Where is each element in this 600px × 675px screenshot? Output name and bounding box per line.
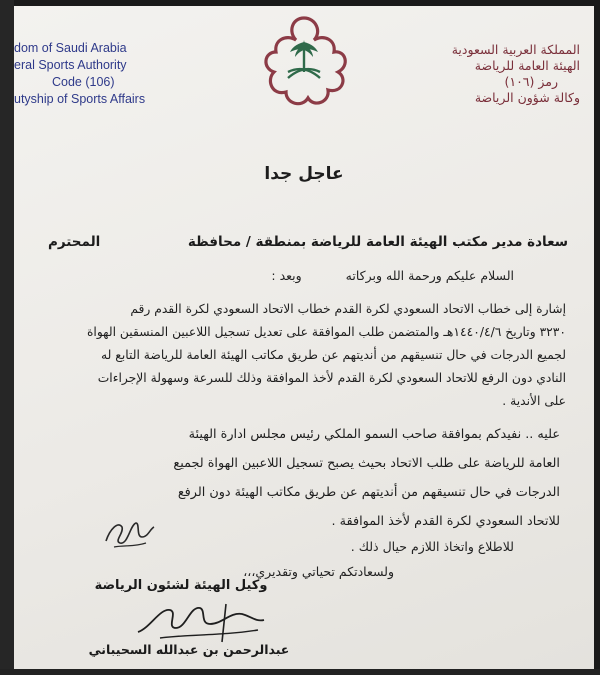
- addressee: [48, 234, 568, 250]
- signer-title: وكيل الهيئة لشئون الرياضة: [94, 578, 268, 593]
- urgent-label: عاجل جدا: [264, 164, 344, 184]
- letterhead-ar-line-4: وكالة شؤون الرياضة: [474, 90, 580, 105]
- letterhead-en-line-3: Code (106): [52, 75, 115, 89]
- addressee-honorific: المحترم: [48, 234, 101, 250]
- letterhead-english: [14, 40, 214, 108]
- photo-border-left: [0, 0, 14, 675]
- letterhead-en-line-2: eral Sports Authority: [14, 58, 127, 72]
- paragraph2-line-2: العامة للرياضة على طلب الاتحاد بحيث يصبح تسجيل اللاعبين الهواة لجميع: [173, 456, 560, 471]
- letterhead-en-line-1: dom of Saudi Arabia: [14, 41, 127, 55]
- letterhead-ar-line-1: المملكة العربية السعودية: [451, 42, 580, 57]
- signer-name: عبدالرحمن بن عبدالله السحيباني: [88, 642, 290, 657]
- paragraph2-line-4: للاتحاد السعودي لكرة القدم لأخذ الموافقة .: [331, 514, 560, 529]
- letter-sheet: [14, 6, 594, 669]
- closing-instruction: للاطلاع واتخاذ اللازم حيال ذلك .: [350, 539, 514, 554]
- addressee-line: سعادة مدير مكتب الهيئة العامة للرياضة بمنطقة / محافظة: [187, 234, 568, 250]
- paragraph-reference: [66, 298, 566, 413]
- greeting: [94, 268, 514, 283]
- initial-signature-icon: [100, 511, 160, 551]
- paragraph1-line-1: إشارة إلى خطاب الاتحاد السعودي لكرة القدم خطاب الاتحاد السعودي لكرة القدم رقم: [130, 302, 566, 316]
- paragraph2-line-1: عليه .. نفيدكم بموافقة صاحب السمو الملكي رئيس مجلس ادارة الهيئة: [188, 427, 560, 442]
- letterhead-en-line-4: utyship of Sports Affairs: [14, 92, 146, 106]
- photo-border-bottom: [0, 669, 600, 675]
- letterhead-arabic: [390, 42, 580, 106]
- letterhead-ar-line-2: الهيئة العامة للرياضة: [474, 58, 580, 73]
- signature-icon: [130, 598, 270, 648]
- paragraph1-line-4: النادي دون الرفع للاتحاد السعودي لكرة القدم لأخذ الموافقة وذلك للسرعة وسهولة الإجراءات: [97, 371, 566, 385]
- paragraph1-line-3: لجميع الدرجات في حال تنسيقهم من أنديتهم عن طريق مكاتب الهيئة العامة للرياضة التابع له: [101, 348, 566, 362]
- authority-logo-icon: [252, 6, 356, 118]
- paragraph1-line-2: ٣٢٣٠ وتاريخ ١٤٤٠/٤/٦هـ والمتضمن طلب الموافقة على تعديل تسجيل اللاعبين المنسقين الهواة: [86, 325, 566, 339]
- paragraph1-line-5: على الأندية .: [502, 394, 566, 408]
- paragraph2-line-3: الدرجات في حال تنسيقهم من أنديتهم عن طريق مكاتب الهيئة دون الرفع: [177, 485, 560, 500]
- letterhead-ar-line-3: رمز (١٠٦): [504, 74, 558, 89]
- greeting-wabaad: وبعد :: [271, 268, 302, 283]
- greeting-salam: السلام عليكم ورحمة الله وبركاته: [345, 268, 514, 283]
- closing-regards: ولسعادتكم تحياتي وتقديري،،،: [243, 564, 394, 579]
